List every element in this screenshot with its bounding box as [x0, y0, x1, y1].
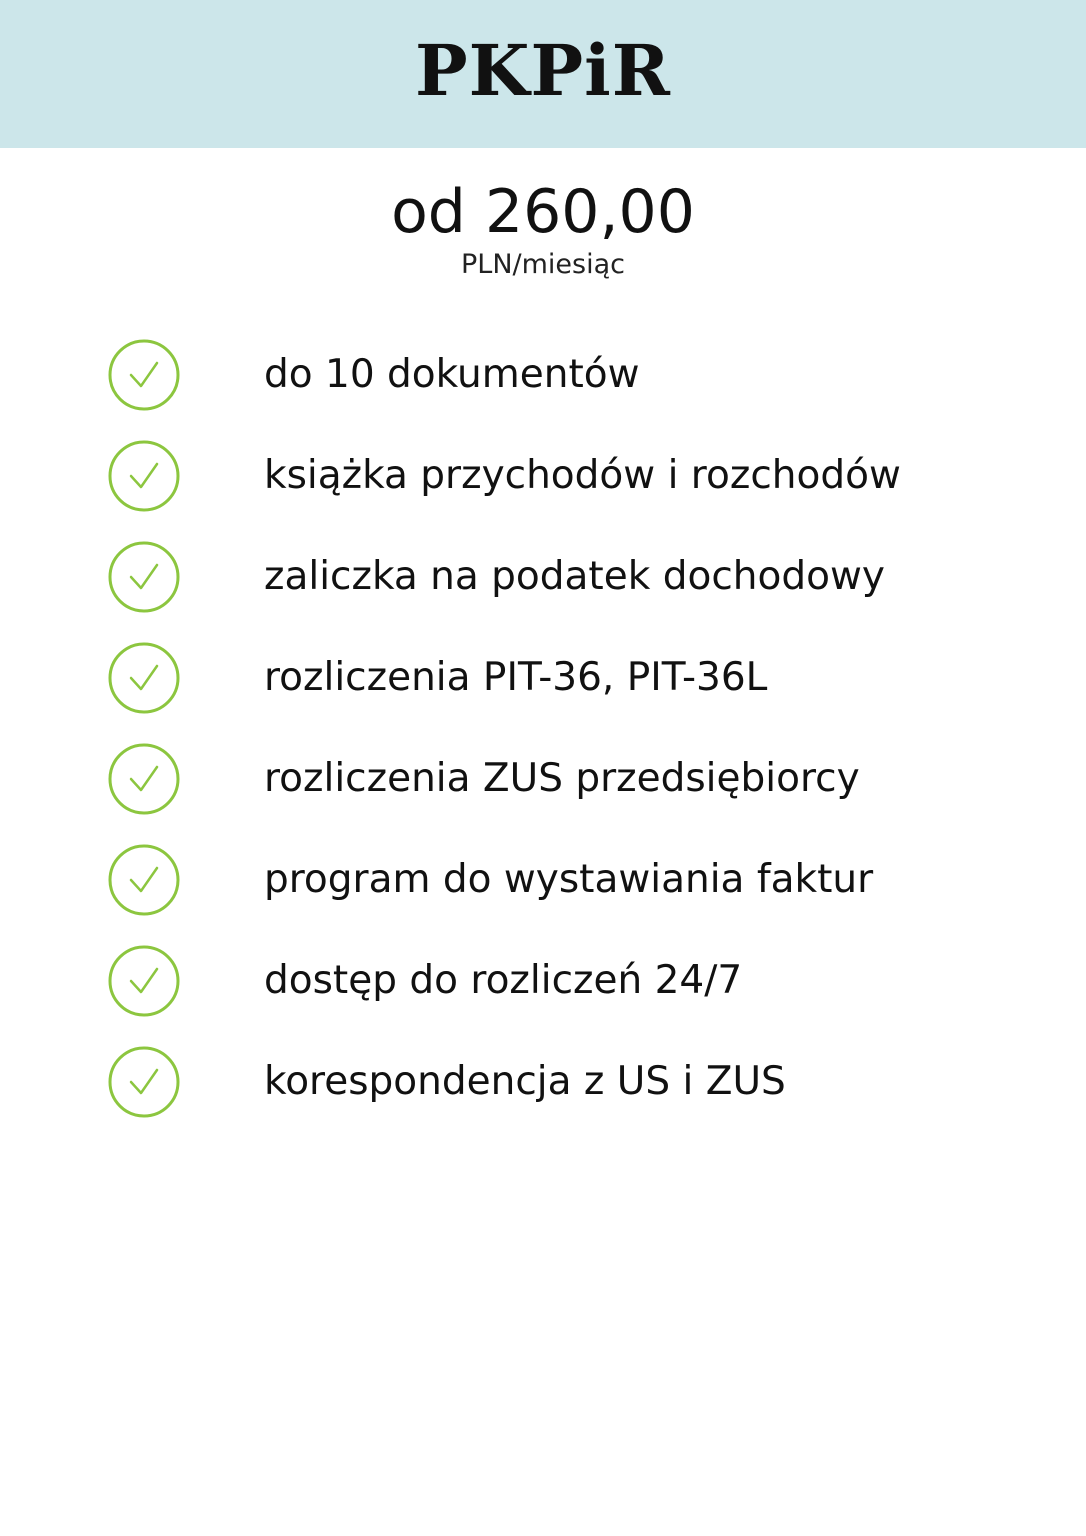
price-unit: PLN/miesiąc — [461, 249, 625, 280]
header-banner — [0, 0, 1086, 148]
feature-item — [108, 829, 1048, 930]
feature-item — [108, 526, 1048, 627]
feature-list — [108, 324, 1048, 1132]
check-circle-icon — [108, 945, 180, 1017]
feature-label: dostęp do rozliczeń 24/7 — [264, 957, 743, 1003]
feature-label: zaliczka na podatek dochodowy — [264, 553, 885, 599]
feature-label: do 10 dokumentów — [264, 351, 640, 397]
page-title: PKPiR — [415, 28, 671, 112]
check-circle-icon — [108, 541, 180, 613]
feature-item — [108, 324, 1048, 425]
feature-label: rozliczenia PIT-36, PIT-36L — [264, 654, 768, 700]
feature-item — [108, 425, 1048, 526]
feature-label: korespondencja z US i ZUS — [264, 1058, 786, 1104]
check-circle-icon — [108, 844, 180, 916]
price-value: od 260,00 — [391, 177, 695, 247]
feature-item — [108, 627, 1048, 728]
feature-item — [108, 1031, 1048, 1132]
check-circle-icon — [108, 1046, 180, 1118]
check-circle-icon — [108, 339, 180, 411]
feature-label: program do wystawiania faktur — [264, 856, 874, 902]
feature-item — [108, 728, 1048, 829]
feature-item — [108, 930, 1048, 1031]
feature-label: rozliczenia ZUS przedsiębiorcy — [264, 755, 860, 801]
check-circle-icon — [108, 440, 180, 512]
check-circle-icon — [108, 743, 180, 815]
check-circle-icon — [108, 642, 180, 714]
price-block — [0, 172, 1086, 280]
feature-label: książka przychodów i rozchodów — [264, 452, 901, 498]
